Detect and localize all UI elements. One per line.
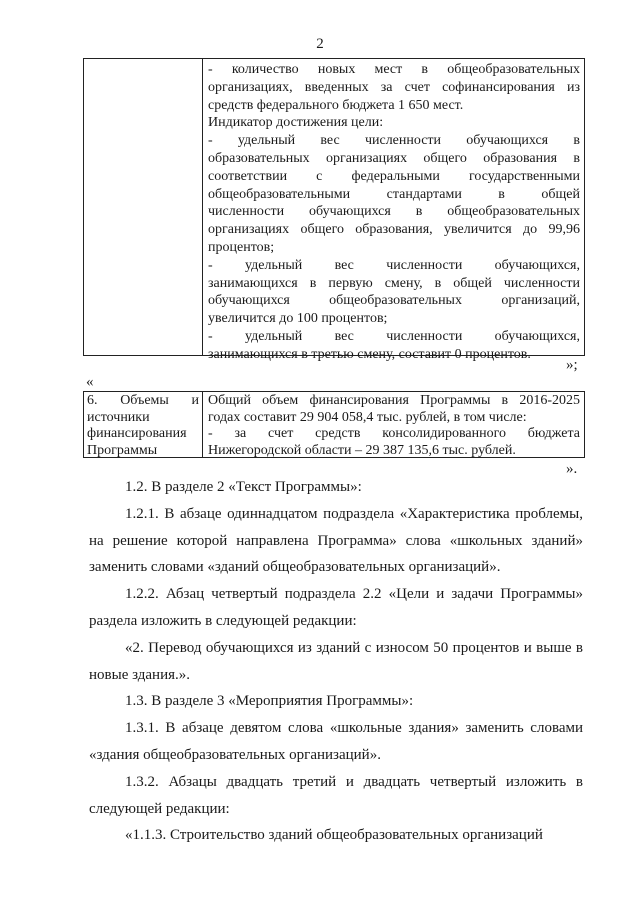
text-line: Общий объем финансирования Программы в 2016-2025 [208,393,580,408]
text-line: образовательных организациях общего образования в [208,150,580,166]
page-number: 2 [316,36,324,52]
closing-quote: ». [566,461,578,477]
text-line: источники [87,409,150,425]
text-line: - удельный вес численности обучающихся, [208,328,580,344]
text-line: годах составит 29 904 058,4 тыс. рублей, в том числе: [208,409,527,425]
paragraph: «1.1.3. Строительство зданий общеобразовательных организаций [125,827,543,844]
text-line: - за счет средств консолидированного бюджета [208,426,580,441]
indicators-table [83,58,585,362]
text-line: Нижегородской области – 29 387 135,6 тыс. рублей. [208,442,516,458]
document-body [89,474,583,849]
text-line: обучающихся общеобразовательных организаций, [208,293,580,309]
paragraph: 1.3. В разделе 3 «Мероприятия Программы»: [125,693,414,710]
paragraph: 1.2.2. Абзац четвертый подраздела 2.2 «Цели и задачи Программы» раздела изложить в следующей редакции: [89,586,583,629]
text-line: - удельный вес численности обучающихся, [208,257,580,273]
financing-table [83,391,585,458]
paragraph: 1.2.1. В абзаце одиннадцатом подраздела «Характеристика проблемы, на решение которой направлена Программа» слова «школьных зданий» заменить словами «зданий общеобразовательных организаций». [89,505,583,576]
text-line: организациях общего образования, увеличится до 99,96 [208,222,580,238]
text-line: соответствии с федеральными государственными [208,168,580,184]
text-line: общеобразовательными стандартами в общей [208,186,580,202]
opening-quote: « [86,374,94,390]
financing-label-cell [87,393,199,459]
paragraph: 1.3.2. Абзацы двадцать третий и двадцать четвертый изложить в следующей редакции: [89,773,583,817]
financing-value-cell [208,393,580,459]
text-line: 6. Объемы и [87,393,199,408]
paragraph: 1.3.1. В абзаце девятом слова «школьные здания» заменить словами «здания общеобразовательных организаций». [89,720,583,763]
text-line: увеличится до 100 процентов; [208,311,388,327]
text-line: организациях, введенных за счет софинансирования из [208,79,580,95]
paragraph: 1.2. В разделе 2 «Текст Программы»: [125,479,362,495]
closing-quote: »; [566,357,578,373]
text-line: Индикатор достижения цели: [208,115,384,131]
text-line: занимающихся в первую смену, в общей численности [208,275,580,291]
text-line: численности обучающихся в общеобразовательных [208,204,580,220]
paragraph: «2. Перевод обучающихся из зданий с износом 50 процентов и выше в новые здания.». [89,639,583,683]
text-line: средств федерального бюджета 1 650 мест. [208,97,464,113]
table-column-divider [202,392,203,457]
text-line: Программы [87,442,158,458]
text-line: - количество новых мест в общеобразовательных [208,62,580,77]
text-line: процентов; [208,239,275,255]
table-column-divider [202,59,203,355]
text-line: занимающихся в третью смену, составит 0 процентов. [208,346,531,362]
indicators-cell [208,61,580,364]
text-line: финансирования [87,426,187,441]
text-line: - удельный вес численности обучающихся в [208,133,580,149]
